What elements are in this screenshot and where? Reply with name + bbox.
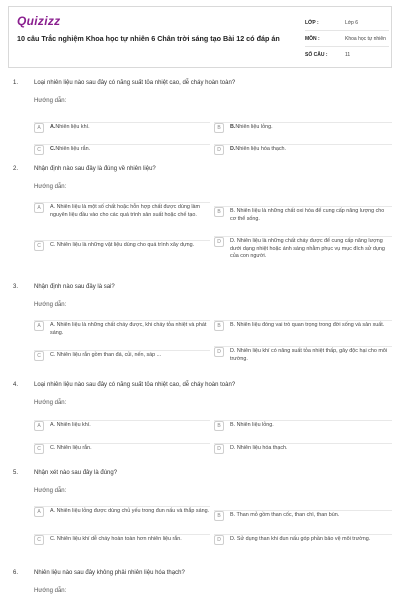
- option-text: A. Nhiên liệu lỏng được dùng chủ yếu trong đun nấu và thắp sáng.: [50, 508, 210, 514]
- option-text: A. Nhiên liệu khí.: [50, 422, 91, 428]
- option-text: A. Nhiên liệu là những chất cháy được, khi cháy tỏa nhiệt và phát sáng.: [50, 322, 207, 336]
- option-key-box: B: [214, 421, 224, 431]
- option-text: C. Nhiên liệu rắn gồm than đá, củi, nến, sáp ...: [50, 352, 162, 358]
- option-a[interactable]: [34, 420, 210, 431]
- option-text: B. Nhiên liệu đóng vai trò quan trọng trong đời sống và sản xuất.: [230, 322, 385, 328]
- option-a[interactable]: [34, 506, 210, 517]
- option-c[interactable]: [34, 350, 210, 361]
- option-b[interactable]: [214, 206, 392, 223]
- option-key-box: D: [214, 347, 224, 357]
- option-text: Nhiên liệu lỏng.: [235, 124, 273, 130]
- quizizz-logo: Quizizz: [17, 14, 61, 28]
- option-b[interactable]: [214, 420, 392, 431]
- option-b[interactable]: [214, 122, 392, 133]
- option-text: D. Nhiên liệu hóa thạch.: [230, 445, 288, 451]
- option-d[interactable]: [214, 236, 392, 261]
- count-label: SỐ CÂU :: [305, 52, 328, 58]
- option-d[interactable]: [214, 443, 392, 454]
- option-key-box: C: [34, 145, 44, 155]
- option-text: C. Nhiên liệu rắn.: [50, 445, 92, 451]
- question-text: Nhận định nào sau đây là sai?: [34, 284, 115, 290]
- guide-label: Hướng dẫn:: [34, 184, 67, 190]
- option-key-box: D: [214, 237, 224, 247]
- option-key-box: A: [34, 507, 44, 517]
- guide-label: Hướng dẫn:: [34, 488, 67, 494]
- option-key-box: C: [34, 241, 44, 251]
- option-key-box: D: [214, 535, 224, 545]
- document-header: [8, 6, 392, 68]
- option-a[interactable]: [34, 320, 210, 337]
- question-text: Nhiên liệu nào sau đây không phải nhiên liệu hóa thạch?: [34, 570, 185, 576]
- question-text: Nhận xét nào sau đây là đúng?: [34, 470, 118, 476]
- option-key-box: A: [34, 123, 44, 133]
- option-key-box: A: [34, 421, 44, 431]
- option-key-box: C: [34, 444, 44, 454]
- guide-label: Hướng dẫn:: [34, 98, 67, 104]
- guide-label: Hướng dẫn:: [34, 400, 67, 406]
- option-key-box: B: [214, 321, 224, 331]
- question-number: 4.: [13, 382, 19, 388]
- grade-value: Lớp 6: [345, 19, 359, 26]
- option-text: B. Nhiên liệu là những chất oxi hóa để cung cấp năng lượng cho cơ thể sống.: [230, 208, 385, 222]
- option-d[interactable]: [214, 346, 392, 363]
- option-key-box: A: [34, 321, 44, 331]
- meta-row-subject: [305, 31, 389, 47]
- option-prefix: B.: [230, 124, 236, 130]
- guide-label: Hướng dẫn:: [34, 588, 67, 594]
- option-text: Nhiên liệu rắn.: [55, 146, 91, 152]
- option-text: B. Than mỏ gồm than cốc, than chì, than bùn.: [230, 512, 340, 518]
- option-key-box: B: [214, 123, 224, 133]
- document-title: 10 câu Trắc nghiệm Khoa học tự nhiên 6 Chân trời sáng tạo Bài 12 có đáp án: [17, 34, 280, 43]
- guide-label: Hướng dẫn:: [34, 302, 67, 308]
- option-key-box: B: [214, 511, 224, 521]
- option-text: Nhiên liệu hóa thạch.: [235, 146, 287, 152]
- option-prefix: D.: [230, 146, 236, 152]
- option-c[interactable]: [34, 443, 210, 454]
- subject-value: Khoa học tự nhiên: [345, 35, 386, 42]
- question-number: 6.: [13, 570, 19, 576]
- question-number: 2.: [13, 166, 19, 172]
- option-key-box: D: [214, 444, 224, 454]
- option-d[interactable]: [214, 534, 392, 545]
- option-b[interactable]: [214, 510, 392, 521]
- option-text: A. Nhiên liệu là một số chất hoặc hỗn hợp chất được dùng làm nguyên liệu đầu vào cho các quá trình sản suất hoặc chế tạo.: [50, 204, 201, 218]
- option-text: Nhiên liệu khí.: [55, 124, 90, 130]
- question-text: Loại nhiên liệu nào sau đây có năng suất tỏa nhiệt cao, dễ cháy hoàn toàn?: [34, 382, 236, 388]
- option-c[interactable]: [34, 240, 210, 251]
- subject-label: MÔN :: [305, 35, 320, 42]
- option-d[interactable]: [214, 144, 392, 155]
- option-prefix: A.: [50, 124, 56, 130]
- question-number: 3.: [13, 284, 19, 290]
- count-value: 11: [345, 52, 351, 58]
- question-text: Nhận định nào sau đây là đúng về nhiên liệu?: [34, 166, 156, 172]
- meta-table: [305, 15, 389, 63]
- option-c[interactable]: [34, 144, 210, 155]
- option-key-box: B: [214, 207, 224, 217]
- option-text: D. Sử dụng than khi đun nấu góp phần bảo vệ môi trường.: [230, 536, 371, 542]
- option-b[interactable]: [214, 320, 392, 331]
- question-number: 5.: [13, 470, 19, 476]
- option-key-box: C: [34, 535, 44, 545]
- grade-label: LỚP :: [305, 19, 319, 26]
- meta-row-count: [305, 47, 389, 63]
- option-text: D. Nhiên liệu khí có năng suất tỏa nhiệt thấp, gây độc hại cho môi trường.: [230, 348, 388, 362]
- meta-row-grade: [305, 15, 389, 31]
- option-text: B. Nhiên liệu lỏng.: [230, 422, 274, 428]
- option-prefix: C.: [50, 146, 56, 152]
- question-text: Loại nhiên liệu nào sau đây có năng suất tỏa nhiệt cao, dễ cháy hoàn toàn?: [34, 80, 236, 86]
- option-key-box: A: [34, 203, 44, 213]
- option-text: C. Nhiên liệu khí dễ cháy hoàn toàn hơn nhiên liệu rắn.: [50, 536, 182, 542]
- option-c[interactable]: [34, 534, 210, 545]
- option-key-box: D: [214, 145, 224, 155]
- option-a[interactable]: [34, 202, 210, 219]
- option-key-box: C: [34, 351, 44, 361]
- question-number: 1.: [13, 80, 19, 86]
- option-a[interactable]: [34, 122, 210, 133]
- option-text: C. Nhiên liệu là những vật liệu dùng cho quá trình xây dựng.: [50, 242, 195, 248]
- option-text: D. Nhiên liệu là những chất cháy được để cung cấp năng lượng dưới dạng nhiệt hoặc ánh sáng nhằm phục vụ mục đích sử dụng của con người.: [230, 238, 385, 260]
